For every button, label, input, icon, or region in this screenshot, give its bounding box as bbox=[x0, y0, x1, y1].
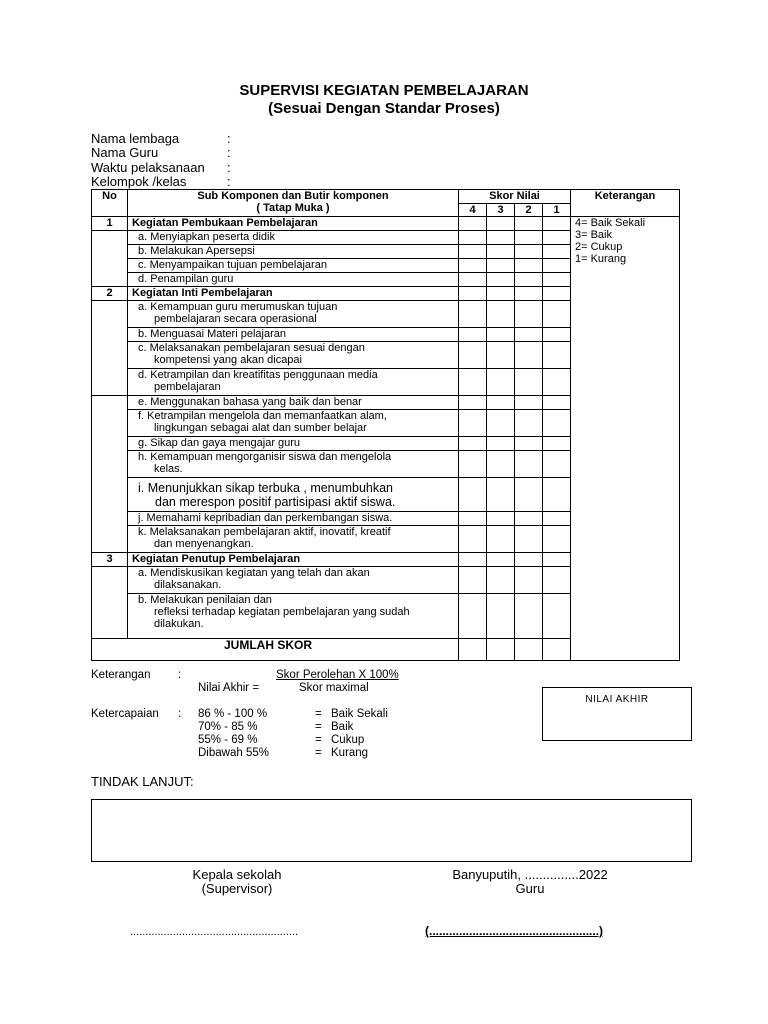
score-cell[interactable] bbox=[487, 410, 515, 437]
score-cell[interactable] bbox=[543, 287, 571, 301]
item-line: lingkungan sebagai alat dan sumber belajar bbox=[154, 422, 367, 434]
range-eq: = bbox=[315, 747, 322, 759]
item-2c bbox=[128, 342, 459, 369]
score-cell[interactable] bbox=[459, 245, 487, 259]
range-eq: = bbox=[315, 734, 322, 746]
score-cell[interactable] bbox=[459, 553, 487, 567]
nilai-akhir-label: NILAI AKHIR bbox=[585, 694, 649, 705]
nilai-akhir-box[interactable] bbox=[542, 687, 692, 741]
score-cell[interactable] bbox=[543, 245, 571, 259]
score-cell[interactable] bbox=[515, 217, 543, 231]
item-line: h. Kemampuan mengorganisir siswa dan mengelola bbox=[138, 451, 392, 463]
score-cell[interactable] bbox=[543, 478, 571, 512]
item-line: pembelajaran secara operasional bbox=[154, 313, 317, 325]
item-line: b. Melakukan penilaian dan bbox=[138, 594, 272, 606]
score-cell[interactable] bbox=[543, 328, 571, 342]
score-header: 2 bbox=[515, 204, 543, 217]
keterangan-line: 3= Baik bbox=[575, 229, 612, 241]
score-cell[interactable] bbox=[487, 512, 515, 526]
score-cell[interactable] bbox=[515, 273, 543, 287]
score-cell[interactable] bbox=[543, 217, 571, 231]
info-colon: : bbox=[227, 174, 231, 189]
signature-right-title: Banyuputih, ...............2022 bbox=[452, 867, 608, 882]
header-sub-line1: Sub Komponen dan Butir komponen bbox=[197, 190, 389, 202]
score-cell[interactable] bbox=[487, 301, 515, 328]
score-cell[interactable] bbox=[487, 342, 515, 369]
section-title: Kegiatan Inti Pembelajaran bbox=[128, 287, 459, 301]
item-line: refleksi terhadap kegiatan pembelajaran yang sudah bbox=[154, 606, 410, 618]
score-cell[interactable] bbox=[459, 639, 487, 661]
score-cell[interactable] bbox=[515, 410, 543, 437]
range-text: 55% - 69 % bbox=[198, 734, 258, 746]
item-line: f. Ketrampilan mengelola dan memanfaatkan alam, bbox=[138, 410, 387, 422]
score-cell[interactable] bbox=[515, 639, 543, 661]
score-cell[interactable] bbox=[543, 451, 571, 478]
score-cell[interactable] bbox=[459, 217, 487, 231]
score-cell[interactable] bbox=[543, 369, 571, 396]
item-line: dilakukan. bbox=[154, 618, 204, 630]
ketercapaian-colon: : bbox=[178, 708, 182, 720]
score-cell[interactable] bbox=[487, 328, 515, 342]
item-2h bbox=[128, 451, 459, 478]
score-cell[interactable] bbox=[515, 301, 543, 328]
score-cell[interactable] bbox=[487, 594, 515, 639]
header-sub-komponen bbox=[128, 190, 459, 217]
item-line: a. Mendiskusikan kegiatan yang telah dan akan bbox=[138, 567, 370, 579]
section-no: 1 bbox=[92, 217, 128, 231]
section-no-spacer bbox=[92, 396, 128, 553]
item-1c: c. Menyampaikan tujuan pembelajaran bbox=[128, 259, 459, 273]
score-cell[interactable] bbox=[459, 342, 487, 369]
formula-numerator: Skor Perolehan X 100% bbox=[276, 669, 399, 681]
supervision-table bbox=[91, 189, 680, 661]
range-text: Dibawah 55% bbox=[198, 747, 269, 759]
score-cell[interactable] bbox=[459, 478, 487, 512]
item-line: kompetensi yang akan dicapai bbox=[154, 354, 302, 366]
range-grade: Baik Sekali bbox=[331, 708, 388, 720]
score-cell[interactable] bbox=[487, 437, 515, 451]
score-cell[interactable] bbox=[515, 567, 543, 594]
tindak-lanjut-label: TINDAK LANJUT: bbox=[91, 774, 194, 789]
score-cell[interactable] bbox=[487, 259, 515, 273]
score-cell[interactable] bbox=[515, 396, 543, 410]
score-cell[interactable] bbox=[487, 553, 515, 567]
tindak-lanjut-box[interactable] bbox=[91, 799, 692, 862]
item-1b: b. Melakukan Apersepsi bbox=[128, 245, 459, 259]
score-cell[interactable] bbox=[459, 301, 487, 328]
signature-left-sub: (Supervisor) bbox=[201, 881, 273, 896]
item-2b: b. Menguasai Materi pelajaran bbox=[128, 328, 459, 342]
score-cell[interactable] bbox=[543, 437, 571, 451]
score-cell[interactable] bbox=[515, 342, 543, 369]
item-line: c. Melaksanakan pembelajaran sesuai dengan bbox=[138, 342, 365, 354]
item-line: k. Melaksanakan pembelajaran aktif, inovatif, kreatif bbox=[138, 526, 391, 538]
info-colon: : bbox=[227, 145, 231, 160]
score-cell[interactable] bbox=[543, 231, 571, 245]
info-label: Kelompok /kelas bbox=[91, 174, 187, 189]
score-cell[interactable] bbox=[543, 342, 571, 369]
section-title: Kegiatan Pembukaan Pembelajaran bbox=[128, 217, 459, 231]
document-title: SUPERVISI KEGIATAN PEMBELAJARAN bbox=[239, 82, 529, 99]
score-cell[interactable] bbox=[459, 594, 487, 639]
section-title: Kegiatan Penutup Pembelajaran bbox=[128, 553, 459, 567]
score-cell[interactable] bbox=[459, 567, 487, 594]
score-cell[interactable] bbox=[459, 259, 487, 273]
section-no-spacer bbox=[92, 567, 128, 639]
info-label: Nama Guru bbox=[91, 145, 159, 160]
score-cell[interactable] bbox=[515, 526, 543, 553]
score-cell[interactable] bbox=[459, 451, 487, 478]
score-cell[interactable] bbox=[543, 567, 571, 594]
item-2g: g. Sikap dan gaya mengajar guru bbox=[128, 437, 459, 451]
formula-label: Keterangan bbox=[91, 669, 151, 681]
section-no-spacer bbox=[92, 231, 128, 287]
item-2j: j. Memahami kepribadian dan perkembangan siswa. bbox=[128, 512, 459, 526]
score-cell[interactable] bbox=[515, 231, 543, 245]
section-no: 3 bbox=[92, 553, 128, 567]
score-cell[interactable] bbox=[515, 451, 543, 478]
score-cell[interactable] bbox=[487, 396, 515, 410]
score-cell[interactable] bbox=[459, 231, 487, 245]
item-line: d. Ketrampilan dan kreatifitas penggunaan media bbox=[138, 369, 378, 381]
range-text: 70% - 85 % bbox=[198, 721, 258, 733]
item-line: dilaksanakan. bbox=[154, 579, 222, 591]
item-2a bbox=[128, 301, 459, 328]
score-cell[interactable] bbox=[543, 594, 571, 639]
info-row-kelas bbox=[91, 174, 231, 189]
score-cell[interactable] bbox=[515, 369, 543, 396]
score-cell[interactable] bbox=[515, 328, 543, 342]
info-label: Nama lembaga bbox=[91, 131, 180, 146]
score-cell[interactable] bbox=[487, 369, 515, 396]
score-cell[interactable] bbox=[543, 639, 571, 661]
info-row-waktu bbox=[91, 160, 231, 175]
formula-colon: : bbox=[178, 669, 182, 681]
header-skor-nilai: Skor Nilai bbox=[459, 190, 571, 204]
score-cell[interactable] bbox=[459, 287, 487, 301]
range-grade: Baik bbox=[331, 721, 354, 733]
signature-left-line: ....................................................... bbox=[130, 926, 299, 938]
item-line: i. Menunjukkan sikap terbuka , menumbuhkan bbox=[138, 481, 394, 495]
document-subtitle: (Sesuai Dengan Standar Proses) bbox=[268, 100, 500, 117]
score-cell[interactable] bbox=[543, 259, 571, 273]
section-no-spacer bbox=[92, 301, 128, 396]
score-cell[interactable] bbox=[487, 639, 515, 661]
score-cell[interactable] bbox=[543, 396, 571, 410]
range-text: 86 % - 100 % bbox=[198, 708, 268, 720]
score-cell[interactable] bbox=[543, 410, 571, 437]
item-2d bbox=[128, 369, 459, 396]
ketercapaian-label: Ketercapaian bbox=[91, 708, 159, 720]
score-cell[interactable] bbox=[459, 369, 487, 396]
score-header: 3 bbox=[487, 204, 515, 217]
score-cell[interactable] bbox=[459, 437, 487, 451]
signature-right-sub: Guru bbox=[515, 881, 545, 896]
header-keterangan: Keterangan bbox=[571, 190, 680, 217]
score-cell[interactable] bbox=[459, 410, 487, 437]
range-grade: Cukup bbox=[331, 734, 365, 746]
item-line: dan menyenangkan. bbox=[154, 538, 254, 550]
keterangan-cell bbox=[571, 217, 680, 661]
item-3a bbox=[128, 567, 459, 594]
score-cell[interactable] bbox=[487, 451, 515, 478]
score-cell[interactable] bbox=[487, 567, 515, 594]
item-line: dan merespon positif partisipasi aktif siswa. bbox=[155, 495, 396, 509]
item-line: kelas. bbox=[154, 463, 183, 475]
score-cell[interactable] bbox=[543, 553, 571, 567]
item-line: pembelajaran bbox=[154, 381, 221, 393]
item-2f bbox=[128, 410, 459, 437]
keterangan-line: 1= Kurang bbox=[575, 253, 627, 265]
score-cell[interactable] bbox=[515, 245, 543, 259]
info-colon: : bbox=[227, 131, 231, 146]
item-2k bbox=[128, 526, 459, 553]
score-cell[interactable] bbox=[487, 287, 515, 301]
score-cell[interactable] bbox=[515, 594, 543, 639]
score-cell[interactable] bbox=[459, 526, 487, 553]
score-cell[interactable] bbox=[487, 217, 515, 231]
keterangan-line: 2= Cukup bbox=[575, 241, 623, 253]
item-1a: a. Menyiapkan peserta didik bbox=[128, 231, 459, 245]
info-row-guru bbox=[91, 145, 231, 160]
item-2i bbox=[128, 478, 459, 512]
score-cell[interactable] bbox=[459, 273, 487, 287]
score-cell[interactable] bbox=[487, 231, 515, 245]
score-cell[interactable] bbox=[459, 512, 487, 526]
item-1d: d. Penampilan guru bbox=[128, 273, 459, 287]
info-row-lembaga bbox=[91, 131, 231, 146]
score-cell[interactable] bbox=[459, 396, 487, 410]
range-eq: = bbox=[315, 708, 322, 720]
score-header: 4 bbox=[459, 204, 487, 217]
range-eq: = bbox=[315, 721, 322, 733]
info-label: Waktu pelaksanaan bbox=[91, 160, 205, 175]
score-cell[interactable] bbox=[487, 526, 515, 553]
score-header: 1 bbox=[543, 204, 571, 217]
score-cell[interactable] bbox=[487, 478, 515, 512]
score-cell[interactable] bbox=[459, 328, 487, 342]
score-cell[interactable] bbox=[515, 478, 543, 512]
header-no: No bbox=[92, 190, 128, 217]
item-3b bbox=[128, 594, 459, 639]
score-cell[interactable] bbox=[487, 273, 515, 287]
jumlah-skor-label: JUMLAH SKOR bbox=[92, 639, 459, 661]
item-line: a. Kemampuan guru merumuskan tujuan bbox=[138, 301, 338, 313]
score-cell[interactable] bbox=[543, 512, 571, 526]
signature-right-line: (...................................................) bbox=[425, 924, 604, 938]
formula-denominator: Skor maximal bbox=[299, 682, 369, 694]
score-cell[interactable] bbox=[515, 512, 543, 526]
info-colon: : bbox=[227, 160, 231, 175]
score-cell[interactable] bbox=[543, 301, 571, 328]
score-cell[interactable] bbox=[543, 273, 571, 287]
score-cell[interactable] bbox=[515, 553, 543, 567]
score-cell[interactable] bbox=[515, 259, 543, 273]
score-cell[interactable] bbox=[543, 526, 571, 553]
score-cell[interactable] bbox=[487, 245, 515, 259]
formula-lhs: Nilai Akhir = bbox=[198, 682, 260, 694]
section-no: 2 bbox=[92, 287, 128, 301]
range-grade: Kurang bbox=[331, 747, 369, 759]
score-cell[interactable] bbox=[515, 437, 543, 451]
item-2e: e. Menggunakan bahasa yang baik dan benar bbox=[128, 396, 459, 410]
keterangan-line: 4= Baik Sekali bbox=[575, 217, 646, 229]
score-cell[interactable] bbox=[515, 287, 543, 301]
signature-left-title: Kepala sekolah bbox=[192, 867, 282, 882]
header-sub-line2: ( Tatap Muka ) bbox=[256, 202, 330, 214]
